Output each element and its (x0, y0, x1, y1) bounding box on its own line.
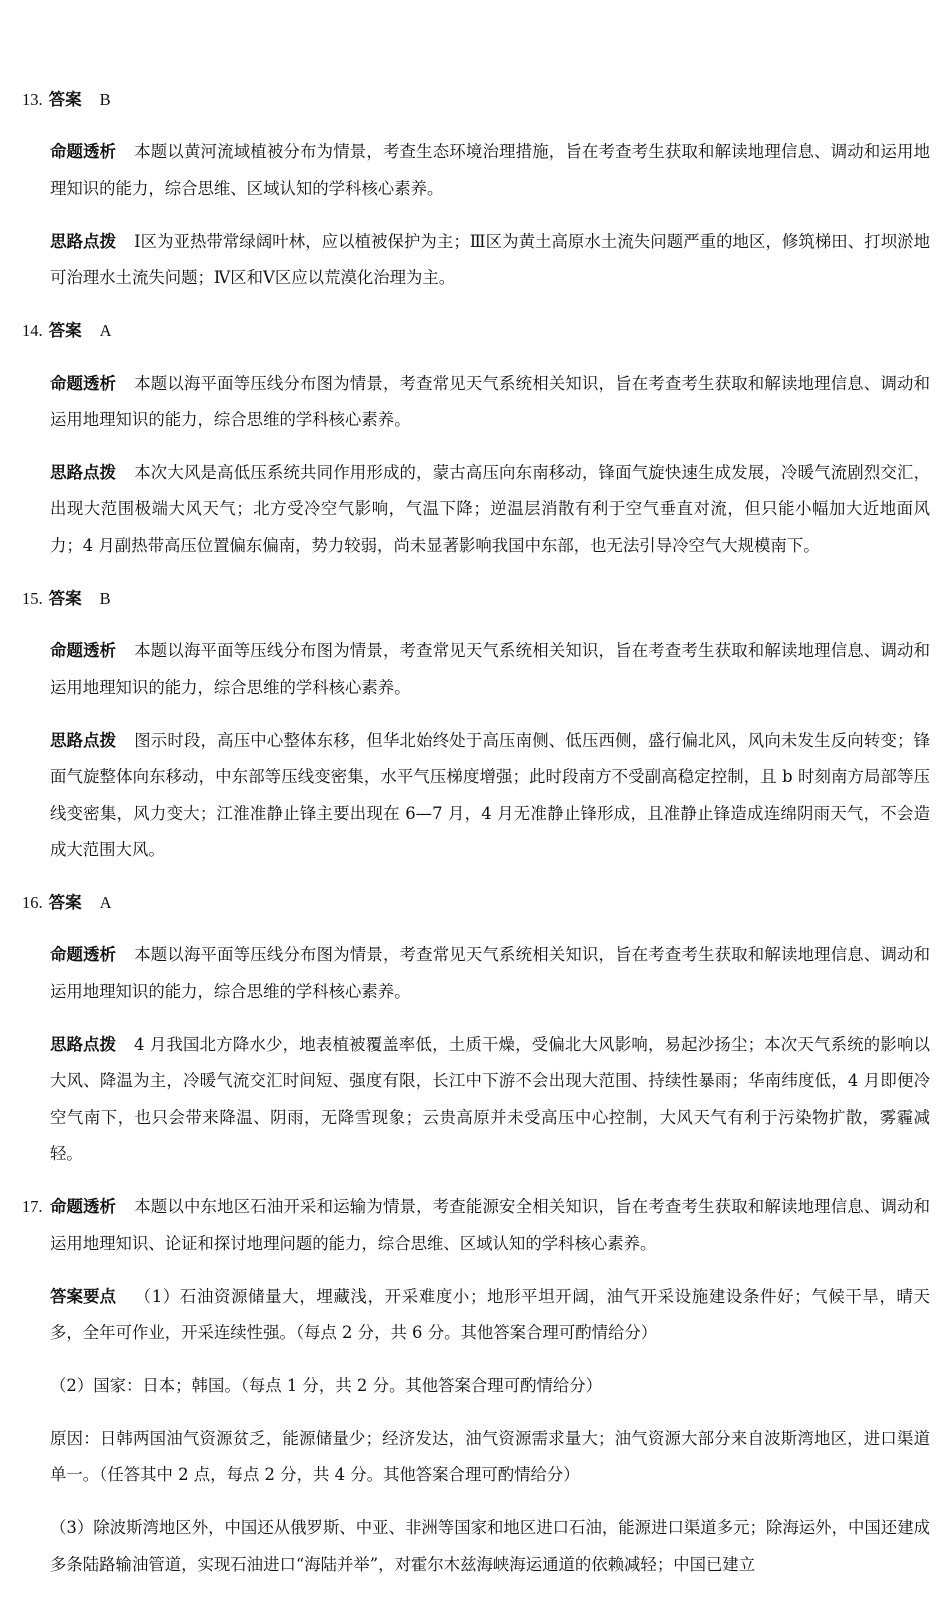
hint-paragraph (50, 1027, 930, 1173)
answer-value: B (99, 90, 111, 109)
analysis-text: 本题以海平面等压线分布图为情景，考查常见天气系统相关知识，旨在考查考生获取和解读地理信息、调动和运用地理知识的能力，综合思维的学科核心素养。 (50, 641, 930, 697)
key-points-paragraph (50, 1279, 930, 1352)
question-14 (0, 313, 950, 564)
question-number: 14. (22, 321, 43, 341)
question-16 (0, 885, 950, 1173)
hint-label: 思路点拨 (50, 730, 116, 750)
answer-label: 答案 (48, 893, 82, 913)
answer-value: A (99, 321, 112, 341)
analysis-text: 本题以中东地区石油开采和运输为情景，考查能源安全相关知识，旨在考查考生获取和解读地理信息、调动和运用地理知识、论证和探讨地理问题的能力，综合思维、区域认知的学科核心素养。 (50, 1197, 930, 1253)
answer-label: 答案 (48, 588, 82, 608)
analysis-paragraph (50, 366, 930, 439)
hint-text: 本次大风是高低压系统共同作用形成的，蒙古高压向东南移动，锋面气旋快速生成发展，冷暖气流剧烈交汇，出现大范围极端大风天气；北方受冷空气影响，气温下降；逆温层消散有利于空气垂直对流，但只能小幅加大近地面风力；4 月副热带高压位置偏东偏南，势力较弱，尚未显著影响我国中东部，也无法引导冷空气大规模南下。 (50, 462, 930, 555)
answer-value: B (99, 588, 111, 608)
answer-line (0, 82, 950, 118)
hint-label: 思路点拨 (50, 462, 116, 482)
analysis-paragraph (50, 134, 930, 207)
analysis-label: 命题透析 (50, 641, 116, 661)
analysis-label: 命题透析 (50, 1197, 116, 1217)
part-2-country: （2）国家：日本；韩国。（每点 1 分，共 2 分。其他答案合理可酌情给分） (50, 1375, 603, 1395)
part-1-text: （1）石油资源储量大，埋藏浅，开采难度小；地形平坦开阔，油气开采设施建设条件好；气候干旱，晴天多，全年可作业，开采连续性强。（每点 2 分，共 6 分。其他答案合理可酌情给分） (50, 1286, 930, 1343)
hint-label: 思路点拨 (50, 1034, 116, 1054)
answer-value: A (99, 893, 112, 913)
question-17 (0, 1189, 950, 1583)
part-3-text: （3）除波斯湾地区外，中国还从俄罗斯、中亚、非洲等国家和地区进口石油，能源进口渠道多元；除海运外，中国还建成多条陆路输油管道，实现石油进口“海陆并举”，对霍尔木兹海峡海运通道的依赖减轻；中国已建立 (50, 1518, 930, 1574)
analysis-label: 命题透析 (50, 373, 116, 393)
analysis-text: 本题以黄河流域植被分布为情景，考查生态环境治理措施，旨在考查考生获取和解读地理信息、调动和运用地理知识的能力，综合思维、区域认知的学科核心素养。 (50, 142, 930, 198)
analysis-label: 命题透析 (50, 945, 116, 965)
answer-line (0, 885, 950, 921)
answer-label: 答案 (48, 321, 82, 341)
answer-line (0, 313, 950, 349)
hint-text: 图示时段，高压中心整体东移，但华北始终处于高压南侧、低压西侧，盛行偏北风，风向未发生反向转变；锋面气旋整体向东移动，中东部等压线变密集，水平气压梯度增强；此时段南方不受副高稳定控制，且 b 时刻南方局部等压线变密集，风力变大；江淮准静止锋主要出现在 6—7 月，4 月无准静止锋形成，且准静止锋造成连绵阴雨天气，不会造成大范围大风。 (50, 730, 930, 860)
question-number: 13. (22, 90, 43, 109)
hint-paragraph (50, 455, 930, 565)
hint-text: 4 月我国北方降水少，地表植被覆盖率低，土质干燥，受偏北大风影响，易起沙扬尘；本次天气系统的影响以大风、降温为主，冷暖气流交汇时间短、强度有限，长江中下游不会出现大范围、持续性暴雨；华南纬度低，4 月即便冷空气南下，也只会带来降温、阴雨，无降雪现象；云贵高原并未受高压中心控制，大风天气有利于污染物扩散，雾霾减轻。 (50, 1034, 930, 1164)
hint-paragraph (50, 723, 930, 869)
analysis-text: 本题以海平面等压线分布图为情景，考查常见天气系统相关知识，旨在考查考生获取和解读地理信息、调动和运用地理知识的能力，综合思维的学科核心素养。 (50, 945, 930, 1001)
analysis-paragraph (22, 1189, 930, 1262)
answer-page (0, 82, 950, 1600)
question-13 (0, 82, 950, 297)
question-number: 17. (22, 1197, 43, 1217)
analysis-label: 命题透析 (50, 142, 116, 162)
question-number: 15. (22, 588, 43, 608)
analysis-paragraph (50, 937, 930, 1010)
hint-text: Ⅰ区为亚热带常绿阔叶林，应以植被保护为主；Ⅲ区为黄土高原水土流失问题严重的地区，修筑梯田、打坝淤地可治理水土流失问题；Ⅳ区和Ⅴ区应以荒漠化治理为主。 (50, 231, 930, 288)
hint-label: 思路点拨 (50, 231, 116, 251)
answer-label: 答案 (48, 90, 82, 109)
analysis-text: 本题以海平面等压线分布图为情景，考查常见天气系统相关知识，旨在考查考生获取和解读地理信息、调动和运用地理知识的能力，综合思维的学科核心素养。 (50, 373, 930, 430)
analysis-paragraph (50, 633, 930, 706)
hint-paragraph (50, 224, 930, 297)
question-number: 16. (22, 893, 43, 913)
key-points-label: 答案要点 (50, 1286, 116, 1306)
question-15 (0, 581, 950, 869)
answer-line (0, 581, 950, 617)
part-2-reason: 原因：日韩两国油气资源贫乏，能源储量少；经济发达，油气资源需求量大；油气资源大部分来自波斯湾地区，进口渠道单一。（任答其中 2 点，每点 2 分，共 4 分。其他答案合理可酌情给分） (50, 1428, 930, 1485)
